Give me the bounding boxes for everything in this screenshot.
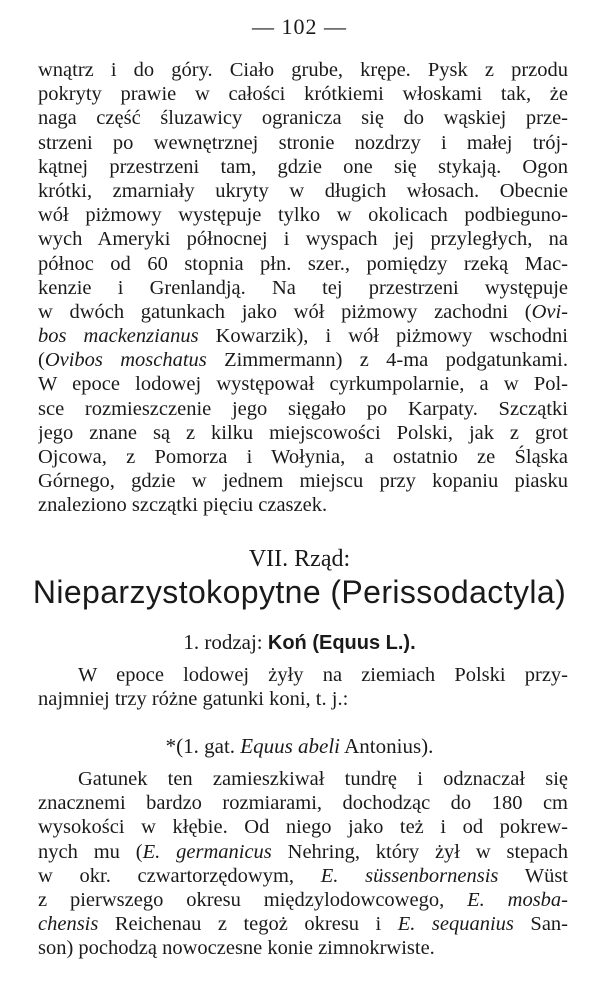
text-line: nych mu (E. germanicus Nehring, który żył w stepach bbox=[38, 840, 568, 863]
text-line: znaleziono szczątki pięciu czaszek. bbox=[38, 494, 328, 517]
text-line: W epoce lodowej występował cyrkumpolarnie, a w Pol- bbox=[38, 373, 568, 396]
text-line: wych Ameryki północnej i wyspach jej przyległych, na bbox=[38, 228, 568, 251]
text-line: krótki, zmarniały ukryty w długich włosach. Obecnie bbox=[38, 179, 568, 202]
text-line: sce rozmieszczenie jego sięgało po Karpaty. Szczątki bbox=[38, 397, 568, 420]
page-number: — 102 — bbox=[252, 14, 347, 39]
text-line: son) pochodzą nowoczesne konie zimnokrwiste. bbox=[38, 937, 435, 960]
text-line: kenzie i Grenlandją. Na tej przestrzeni występuje bbox=[38, 276, 568, 299]
text-line: (Ovibos moschatus Zimmermann) z 4-ma podgatunkami. bbox=[38, 349, 568, 372]
paragraph-musk-ox bbox=[38, 58, 568, 518]
text-line: pokryty prawie w całości krótkiemi włoskami tak, że bbox=[38, 83, 568, 106]
text-line: wół piżmowy występuje tylko w okolicach podbieguno- bbox=[38, 204, 568, 227]
species-author: Antonius). bbox=[340, 734, 434, 758]
text-line: z pierwszego okresu międzylodowcowego, E. mosba- bbox=[38, 888, 568, 911]
text-line: strzeni po wewnętrznej stronie nozdrzy i małej trój- bbox=[38, 131, 568, 154]
text-line: Górnego, gdzie w jednem miejscu przy kopaniu piasku bbox=[38, 470, 568, 493]
text-line: w okr. czwartorzędowym, E. süssenbornensis Wüst bbox=[38, 864, 568, 887]
text-line: Ojcowa, z Pomorza i Wołynia, a ostatnio ze Śląska bbox=[38, 446, 568, 468]
species-name: Equus abeli bbox=[240, 734, 341, 758]
genus-name: Koń (Equus L.). bbox=[267, 632, 416, 654]
text-line: najmniej trzy różne gatunki koni, t. j.: bbox=[38, 688, 349, 711]
text-line: wysokości w kłębie. Od niego jako też i od pokrew- bbox=[38, 816, 568, 839]
text-line: jego znane są z kilku miejscowości Polski, jak z grot bbox=[38, 421, 568, 444]
text-line: wnątrz i do góry. Ciało grube, krępe. Pysk z przodu bbox=[38, 59, 568, 81]
text-line: kątnej przestrzeni tam, gdzie one się stykają. Ogon bbox=[38, 155, 568, 178]
text-line: Gatunek ten zamieszkiwał tundrę i odznaczał się bbox=[78, 768, 568, 790]
genus-heading bbox=[0, 630, 599, 655]
text-line: znacznemi bardzo rozmiarami, dochodząc do 180 cm bbox=[38, 792, 568, 815]
text-line: W epoce lodowej żyły na ziemiach Polski przy- bbox=[78, 664, 568, 686]
text-line: bos mackenzianus Kowarzik), i wół piżmowy wschodni bbox=[38, 325, 568, 348]
genus-prefix: 1. rodzaj: bbox=[183, 630, 268, 654]
species-prefix: *(1. gat. bbox=[165, 734, 241, 758]
order-heading: VII. Rząd: bbox=[248, 546, 351, 572]
family-heading: Nieparzystokopytne (Perissodactyla) bbox=[32, 574, 567, 610]
text-line: chensis Reichenau z tegoż okresu i E. sequanius San- bbox=[38, 913, 568, 936]
species-heading bbox=[0, 734, 599, 759]
paragraph-equus-abeli bbox=[38, 767, 568, 961]
text-line: w dwóch gatunkach jako wół piżmowy zachodni (Ovi- bbox=[38, 300, 568, 323]
text-line: naga część śluzawicy ogranicza się do wąskiej prze- bbox=[38, 107, 568, 130]
text-line: północ od 60 stopnia płn. szer., pomiędzy rzeką Mac- bbox=[38, 252, 568, 275]
paragraph-intro-horses bbox=[38, 663, 568, 711]
